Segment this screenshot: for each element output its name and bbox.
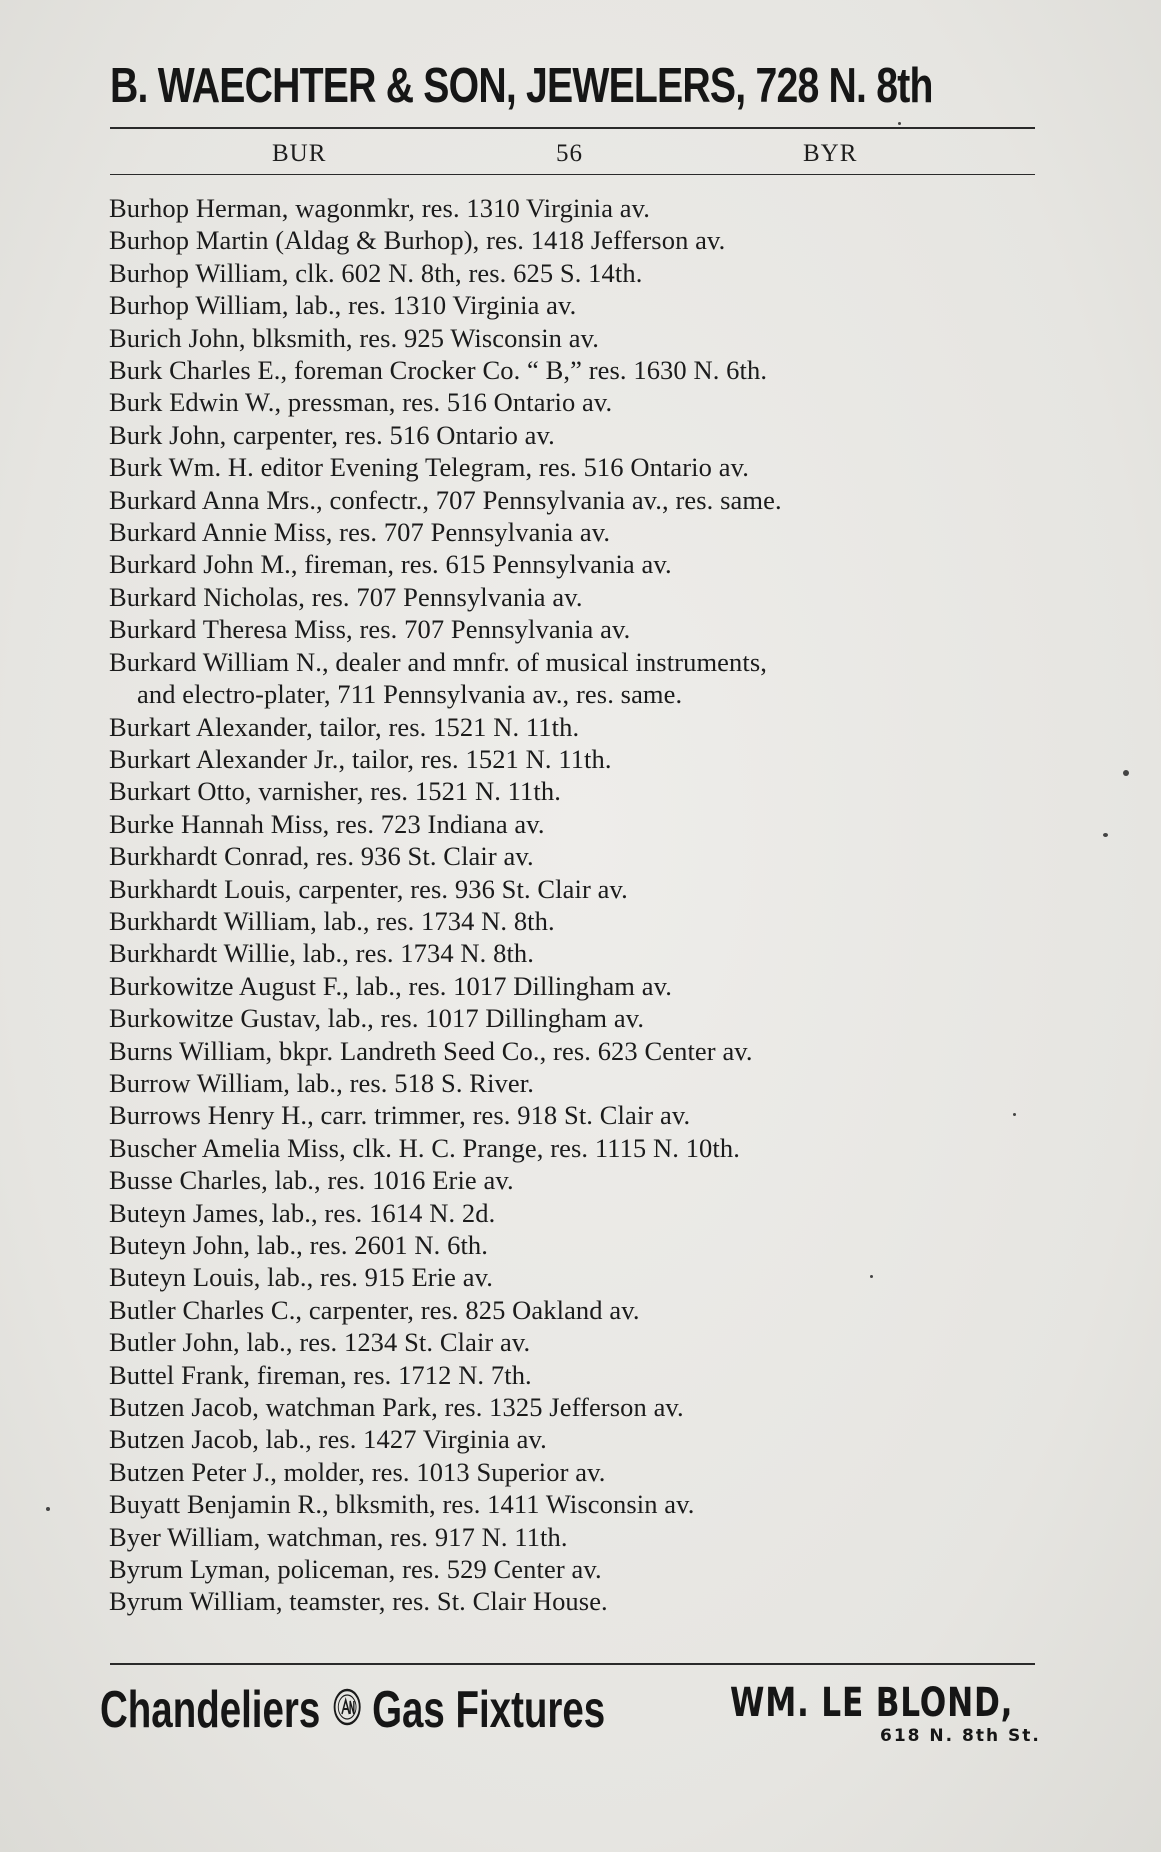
directory-entry: Burk John, carpenter, res. 516 Ontario av. <box>109 419 555 450</box>
directory-entry: Burhop William, lab., res. 1310 Virginia av. <box>109 290 577 321</box>
directory-entry: Burkard Anna Mrs., confectr., 707 Pennsylvania av., res. same. <box>109 484 782 515</box>
directory-entry: Buscher Amelia Miss, clk. H. C. Prange, res. 1115 N. 10th. <box>109 1132 740 1163</box>
directory-entry: Burkard Theresa Miss, res. 707 Pennsylvania av. <box>109 614 631 645</box>
footer-vendor <box>730 1680 1041 1746</box>
directory-entry: Burkard Nicholas, res. 707 Pennsylvania av. <box>109 581 583 612</box>
directory-entry: Burhop Herman, wagonmkr, res. 1310 Virginia av. <box>109 193 651 223</box>
directory-entry: Butler Charles C., carpenter, res. 825 Oakland av. <box>109 1294 640 1325</box>
directory-entry: Butzen Jacob, lab., res. 1427 Virginia av. <box>109 1424 547 1455</box>
print-speck <box>1123 770 1129 776</box>
directory-entry: Burkowitze Gustav, lab., res. 1017 Dillingham av. <box>109 1003 645 1034</box>
directory-entry: Burkart Otto, varnisher, res. 1521 N. 11th. <box>109 776 561 807</box>
directory-entry: Burhop William, clk. 602 N. 8th, res. 625 S. 14th. <box>109 257 643 288</box>
directory-entry: Byrum Lyman, policeman, res. 529 Center av. <box>109 1554 602 1585</box>
page-number: 56 <box>556 140 583 167</box>
directory-entry: Burke Hannah Miss, res. 723 Indiana av. <box>109 808 545 839</box>
directory-entry: Burkard John M., fireman, res. 615 Pennsylvania av. <box>109 549 672 580</box>
header-advertisement: B. WAECHTER & SON, JEWELERS, 728 N. 8th <box>110 59 933 113</box>
directory-entry: Burkard Annie Miss, res. 707 Pennsylvania av. <box>109 517 611 548</box>
footer-vendor-name: WM. LE BLOND, <box>730 1680 1014 1726</box>
and-seal-icon <box>332 1680 362 1740</box>
directory-entry-list <box>103 192 1043 1618</box>
directory-entry: Buttel Frank, fireman, res. 1712 N. 7th. <box>109 1359 532 1390</box>
directory-entry: Busse Charles, lab., res. 1016 Erie av. <box>109 1165 514 1196</box>
print-speck <box>1103 833 1108 837</box>
directory-entry: Burrow William, lab., res. 518 S. River. <box>109 1067 534 1098</box>
left-guide-word: BUR <box>272 140 327 167</box>
directory-entry: Burkhardt Conrad, res. 936 St. Clair av. <box>109 841 534 872</box>
directory-entry: Butzen Peter J., molder, res. 1013 Superior av. <box>109 1456 606 1487</box>
directory-entry: Burrows Henry H., carr. trimmer, res. 918 St. Clair av. <box>109 1100 691 1131</box>
directory-entry: Buteyn Louis, lab., res. 915 Erie av. <box>109 1262 493 1293</box>
print-speck <box>898 122 901 125</box>
directory-entry: Burk Wm. H. editor Evening Telegram, res. 516 Ontario av. <box>109 452 749 483</box>
directory-entry: Burkart Alexander Jr., tailor, res. 1521 N. 11th. <box>109 743 612 774</box>
directory-entry: Buteyn James, lab., res. 1614 N. 2d. <box>109 1197 496 1228</box>
print-speck <box>870 1275 873 1278</box>
footer-vendor-address: 618 N. 8th St. <box>880 1726 1041 1746</box>
header-top-rule <box>110 127 1035 129</box>
footer-chandeliers-text: Chandeliers <box>100 1681 321 1739</box>
directory-entry: Butzen Jacob, watchman Park, res. 1325 Jefferson av. <box>109 1392 684 1423</box>
directory-entry: Burkhardt Willie, lab., res. 1734 N. 8th. <box>109 938 535 969</box>
directory-entry: Burkart Alexander, tailor, res. 1521 N. 11th. <box>109 711 580 742</box>
directory-entry: Burhop Martin (Aldag & Burhop), res. 1418 Jefferson av. <box>109 225 726 256</box>
directory-entry: Burich John, blksmith, res. 925 Wisconsin av. <box>109 322 599 353</box>
directory-entry: Buteyn John, lab., res. 2601 N. 6th. <box>109 1230 488 1260</box>
directory-entry-continuation: and electro-plater, 711 Pennsylvania av., res. same. <box>137 679 683 710</box>
footer-gas-fixtures-text: Gas Fixtures <box>372 1681 606 1739</box>
directory-entry: Burkowitze August F., lab., res. 1017 Dillingham av. <box>109 970 672 1001</box>
right-guide-word: BYR <box>803 140 858 167</box>
directory-entry: Burkhardt William, lab., res. 1734 N. 8th. <box>109 905 555 936</box>
footer-rule <box>110 1663 1035 1665</box>
directory-entry: Burkard William N., dealer and mnfr. of musical instruments, <box>109 646 767 677</box>
print-speck <box>46 1507 50 1511</box>
directory-entry: Butler John, lab., res. 1234 St. Clair av. <box>109 1327 531 1358</box>
directory-entry: Burkhardt Louis, carpenter, res. 936 St. Clair av. <box>109 873 628 904</box>
directory-entry: Burk Charles E., foreman Crocker Co. “ B,” res. 1630 N. 6th. <box>109 355 768 386</box>
footer-product-line <box>100 1680 605 1740</box>
directory-entry: Byer William, watchman, res. 917 N. 11th. <box>109 1521 568 1552</box>
directory-entry: Burns William, bkpr. Landreth Seed Co., res. 623 Center av. <box>109 1035 753 1066</box>
directory-entry: Byrum William, teamster, res. St. Clair House. <box>109 1586 608 1617</box>
footer-advertisement <box>100 1680 1040 1780</box>
print-speck <box>1013 1113 1016 1116</box>
header-bottom-rule <box>110 174 1035 175</box>
directory-entry: Burk Edwin W., pressman, res. 516 Ontario av. <box>109 387 613 418</box>
directory-entry: Buyatt Benjamin R., blksmith, res. 1411 Wisconsin av. <box>109 1489 695 1520</box>
